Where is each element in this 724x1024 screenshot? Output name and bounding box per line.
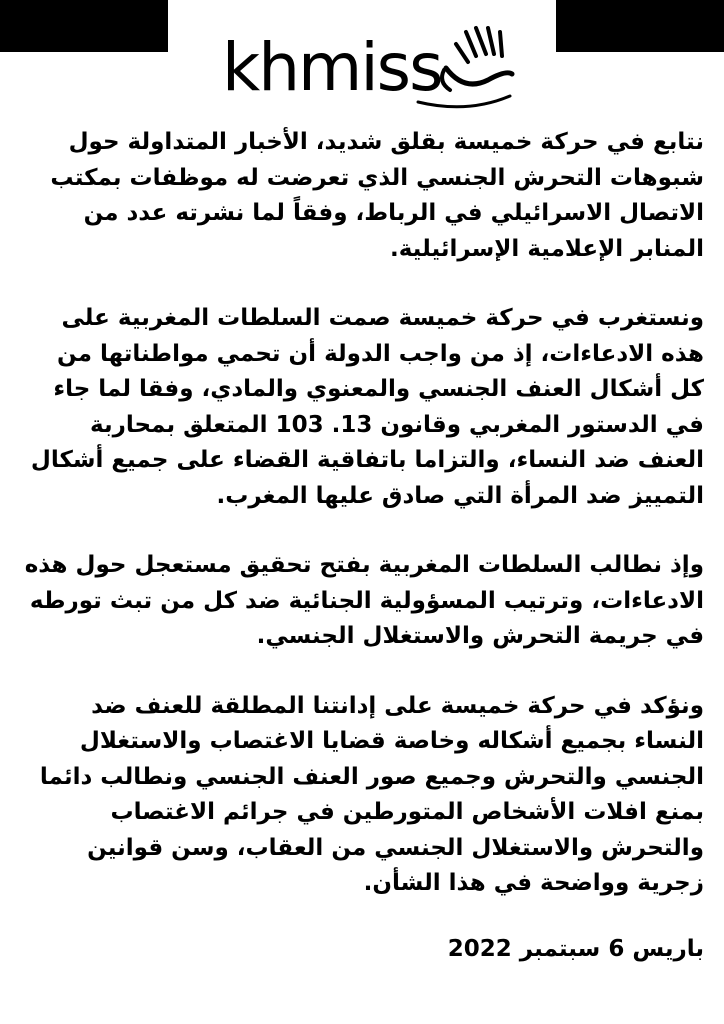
logo-graphic: [218, 10, 518, 120]
header-bar-left: [0, 0, 168, 52]
statement-body: [20, 125, 704, 1001]
date-line: باريس 6 سبتمبر 2022: [447, 935, 704, 962]
statement-paragraph: ونستغرب في حركة خميسة صمت السلطات المغربية على هذه الادعاءات، إذ من واجب الدولة أن تحمي مواطناتها من كل أشكال العنف الجنسي والمعنوي والمادي، وفقا لما جاء في الدستور المغربي وقانون 13. 103 المتعلق بمحاربة العنف ضد النساء، والتزاما باتفاقية القضاء على جميع أشكال التمييز ضد المرأة التي صادق عليها المغرب.: [30, 305, 704, 509]
logo: [218, 10, 518, 120]
statement-paragraph: نتابع في حركة خميسة بقلق شديد، الأخبار المتداولة حول شبوهات التحرش الجنسي الذي تعرضت له موظفات بمكتب الاتصال الاسرائيلي في الرباط، وفقاً لما نشرته عدد من المنابر الإعلامية الإسرائيلية.: [50, 129, 704, 262]
statement-paragraph: وإذ نطالب السلطات المغربية بفتح تحقيق مستعجل حول هذه الادعاءات، وترتيب المسؤولية الجنائية ضد كل من تبث تورطه في جريمة التحرش والاستغلال الجنسي.: [24, 552, 704, 649]
header: [0, 0, 724, 120]
logo-text: khmiss: [222, 29, 442, 106]
header-bar-right: [556, 0, 724, 52]
statement-paragraph: ونؤكد في حركة خميسة على إدانتنا المطلقة للعنف ضد النساء بجميع أشكاله وخاصة قضايا الاغتصاب والاستغلال الجنسي والتحرش وجميع صور العنف الجنسي ونطالب دائما بمنع افلات الأشخاص المتورطين في جرائم الاغتصاب والتحرش والاستغلال الجنسي من العقاب، وسن قوانين زجرية وواضحة في هذا الشأن.: [39, 692, 704, 896]
